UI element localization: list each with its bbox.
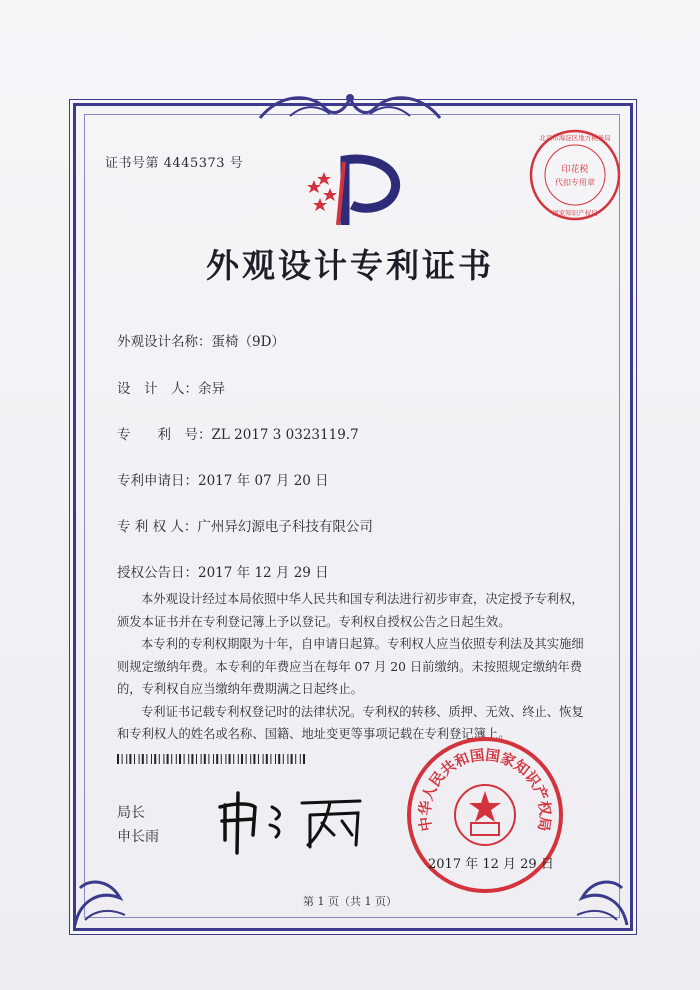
barcode-bar [216,754,218,764]
barcode-bar [176,754,177,764]
barcode-bar [283,754,284,764]
field-label: 专 利 权 人： [117,519,198,535]
director-title: 局长 [117,805,145,821]
seal-text: 中华人民共和国国家知识产权局 [417,747,553,833]
field-label: 外观设计名称： [117,334,212,350]
barcode-bar [291,754,293,764]
barcode-bar [263,754,264,764]
field-value: 2017 年 07 月 20 日 [198,473,329,489]
field-label: 专利申请日： [117,473,198,489]
barcode-bar [117,754,119,764]
page-number: 第 1 页（共 1 页） [303,895,397,908]
barcode-bar [270,754,271,764]
barcode-bar [204,754,206,764]
barcode-bar [201,754,202,764]
tax-stamp-line2: 代扣专用章 [555,178,595,187]
barcode-bar [196,754,197,764]
certificate-body [117,588,587,746]
barcode-bar [179,754,181,764]
barcode-bar [275,754,276,764]
barcode-bar [191,754,193,764]
director-name: 申长雨 [117,829,159,845]
field-value: 余异 [198,381,225,397]
certificate-number-suffix: 号 [229,156,244,171]
barcode-bar [208,754,209,764]
top-ornament [250,88,450,124]
barcode-bar [241,754,243,764]
barcode-bar [250,754,251,764]
field-value: ZL 2017 3 0323119.7 [211,427,359,443]
barcode-bar [134,754,135,764]
barcode-bar [300,754,301,764]
barcode-bar [159,754,160,764]
tax-stamp-outer-text: 北京市海淀区地方税务局 [539,134,611,142]
barcode-bar [163,754,164,764]
barcode-bar [278,754,280,764]
barcode-bar [303,754,305,764]
barcode-bar [233,754,234,764]
barcode-bar [225,754,226,764]
certificate-number [105,152,243,171]
field-value: 蛋椅（9D） [211,334,285,350]
barcode-bar [258,754,259,764]
barcode-bar [253,754,255,764]
field-patent-number [117,423,359,443]
tax-stamp [525,125,625,225]
barcode-bar [213,754,214,764]
field-design-name [117,330,285,350]
barcode-bar [188,754,189,764]
barcode [117,754,307,764]
body-paragraph: 本专利的专利权期限为十年，自申请日起算。专利权人应当依照专利法及其实施细则规定缴纳年费。本专利的年费应当在每年 07 月 20 日前缴纳。未按照规定缴纳年费的，专利权自应当缴纳年费期满之日起终止。 [117,637,584,696]
handwritten-signature [210,785,370,855]
barcode-bar [139,754,140,764]
field-designer [117,377,225,397]
barcode-bar [122,754,123,764]
field-application-date [117,469,329,489]
tax-stamp-bottom-text: 国家知识产权局 [552,209,598,217]
barcode-bar [151,754,152,764]
field-grant-date [117,561,329,581]
barcode-bar [171,754,172,764]
field-label: 专 利 号： [117,427,212,443]
barcode-bar [146,754,147,764]
barcode-bar [287,754,288,764]
barcode-bar [142,754,144,764]
tax-stamp-line1: 印花税 [561,165,589,175]
body-paragraph: 专利证书记载专利权登记时的法律状况。专利权的转移、质押、无效、终止、恢复和专利权人的姓名或名称、国籍、地址变更等事项记载在专利登记簿上。 [117,704,584,741]
seal-date: 2017 年 12 月 29 日 [428,857,554,872]
field-patentee [117,515,373,535]
body-paragraph: 本外观设计经过本局依照中华人民共和国专利法进行初步审查，决定授予专利权，颁发本证书并在专利登记簿上予以登记。专利权自授权公告之日起生效。 [117,592,584,629]
barcode-bar [238,754,239,764]
barcode-bar [129,754,131,764]
barcode-bar [154,754,156,764]
barcode-bar [126,754,127,764]
barcode-bar [246,754,247,764]
certificate-title: 外观设计专利证书 [206,246,494,285]
certificate-number-label: 证书号第 [105,156,160,171]
barcode-bar [184,754,185,764]
field-value: 2017 年 12 月 29 日 [198,565,329,581]
barcode-bar [266,754,268,764]
field-label: 授权公告日： [117,565,198,581]
barcode-bar [167,754,169,764]
field-value: 广州异幻源电子科技有限公司 [197,519,373,535]
barcode-bar [221,754,222,764]
cnipa-logo [300,150,410,230]
barcode-bar [295,754,296,764]
certificate-number-value: 4445373 [163,156,226,171]
field-label: 设 计 人： [117,381,198,397]
barcode-bar [229,754,231,764]
